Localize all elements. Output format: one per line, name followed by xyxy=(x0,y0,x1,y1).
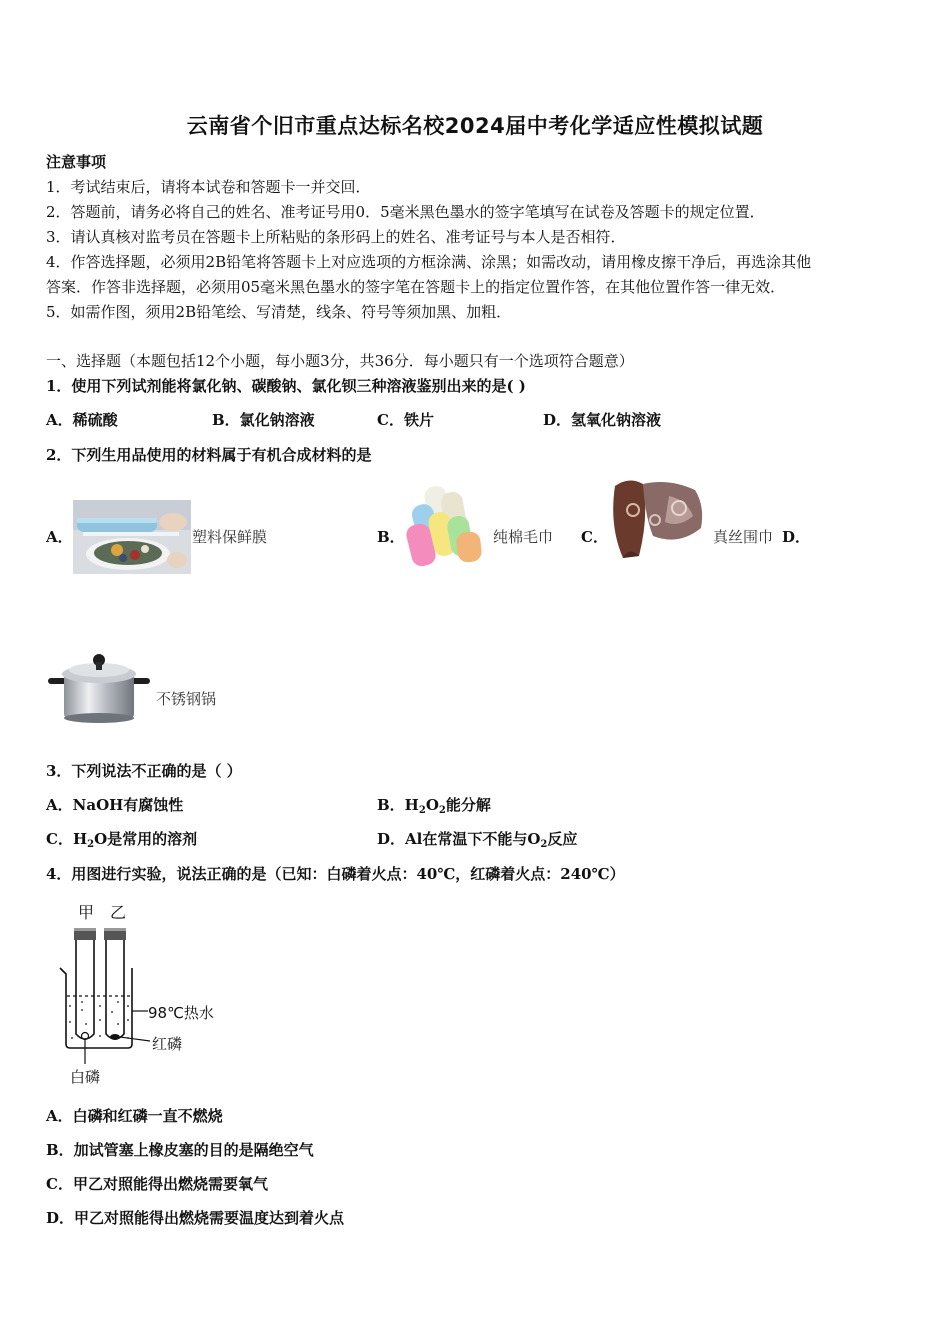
label-white-phosphorus: 白磷 xyxy=(70,1068,101,1086)
question-4-stem: 4．用图进行实验，说法正确的是（已知：白磷着火点：40℃，红磷着火点：240℃） xyxy=(46,865,625,883)
silk-scarf-image xyxy=(609,476,711,562)
q3-option-d: D．Al在常温下不能与$O_2$反应 xyxy=(377,830,578,850)
q1-option-d: D．氢氧化钠溶液 xyxy=(543,411,662,429)
q3-option-a: A．NaOH有腐蚀性 xyxy=(46,796,184,814)
question-3-stem: 3．下列说法不正确的是（ ） xyxy=(46,762,242,780)
q2-caption-c: 真丝围巾 xyxy=(713,528,774,546)
q2-caption-d: 不锈钢锅 xyxy=(156,690,217,708)
question-2-stem: 2．下列生用品使用的材料属于有机合成材料的是 xyxy=(46,446,372,464)
notice-item: 4．作答选择题，必须用2B铅笔将答题卡上对应选项的方框涂满、涂黑；如需改动，请用橡皮擦干净后，再选涂其他 xyxy=(46,253,812,271)
q3-option-b: B．$H_2O_2$能分解 xyxy=(377,796,491,816)
q2-option-a-letter: A． xyxy=(46,528,73,546)
q1-option-a: A．稀硫酸 xyxy=(46,411,118,429)
notice-item: 1．考试结束后，请将本试卷和答题卡一并交回． xyxy=(46,178,371,196)
q1-option-b: B．氯化钠溶液 xyxy=(212,411,315,429)
notice-item: 2．答题前，请务必将自己的姓名、准考证号用0．5毫米黑色墨水的签字笔填写在试卷及答题卡的规定位置． xyxy=(46,203,765,221)
q2-caption-b: 纯棉毛巾 xyxy=(493,528,554,546)
plastic-wrap-image xyxy=(73,500,191,574)
label-yi: 乙 xyxy=(110,903,127,922)
q2-option-b-letter: B． xyxy=(377,528,405,546)
notice-item: 答案．作答非选择题，必须用05毫米黑色墨水的签字笔在答题卡上的指定位置作答，在其他位置作答一律无效． xyxy=(46,278,786,296)
q4-option-d: D．甲乙对照能得出燃烧需要温度达到着火点 xyxy=(46,1209,345,1227)
q1-option-c: C．铁片 xyxy=(377,411,434,429)
label-hot-water: 98℃热水 xyxy=(148,1004,214,1022)
q2-caption-a: 塑料保鲜膜 xyxy=(192,528,268,546)
notice-item: 3．请认真核对监考员在答题卡上所粘贴的条形码上的姓名、准考证号与本人是否相符． xyxy=(46,228,626,246)
label-jia: 甲 xyxy=(78,903,95,922)
label-red-phosphorus: 红磷 xyxy=(152,1035,183,1053)
notice-heading: 注意事项 xyxy=(46,153,107,171)
experiment-diagram xyxy=(52,898,222,1090)
page-title: 云南省个旧市重点达标名校2024届中考化学适应性模拟试题 xyxy=(186,114,764,138)
q4-option-c: C．甲乙对照能得出燃烧需要氧气 xyxy=(46,1175,268,1193)
notice-item: 5．如需作图，须用2B铅笔绘、写清楚，线条、符号等须加黑、加粗． xyxy=(46,303,512,321)
stainless-pot-image xyxy=(46,650,152,724)
section-heading: 一、选择题（本题包括12个小题，每小题3分，共36分．每小题只有一个选项符合题意） xyxy=(46,352,634,370)
q4-option-a: A．白磷和红磷一直不燃烧 xyxy=(46,1107,223,1125)
q4-option-b: B．加试管塞上橡皮塞的目的是隔绝空气 xyxy=(46,1141,314,1159)
q2-option-d-letter: D． xyxy=(782,528,811,546)
q3-option-c: C．$H_2O$是常用的溶剂 xyxy=(46,830,198,850)
question-1-stem: 1．使用下列试剂能将氯化钠、碳酸钠、氯化钡三种溶液鉴别出来的是( ) xyxy=(46,377,526,395)
towels-image xyxy=(405,484,491,572)
q2-option-c-letter: C． xyxy=(581,528,608,546)
